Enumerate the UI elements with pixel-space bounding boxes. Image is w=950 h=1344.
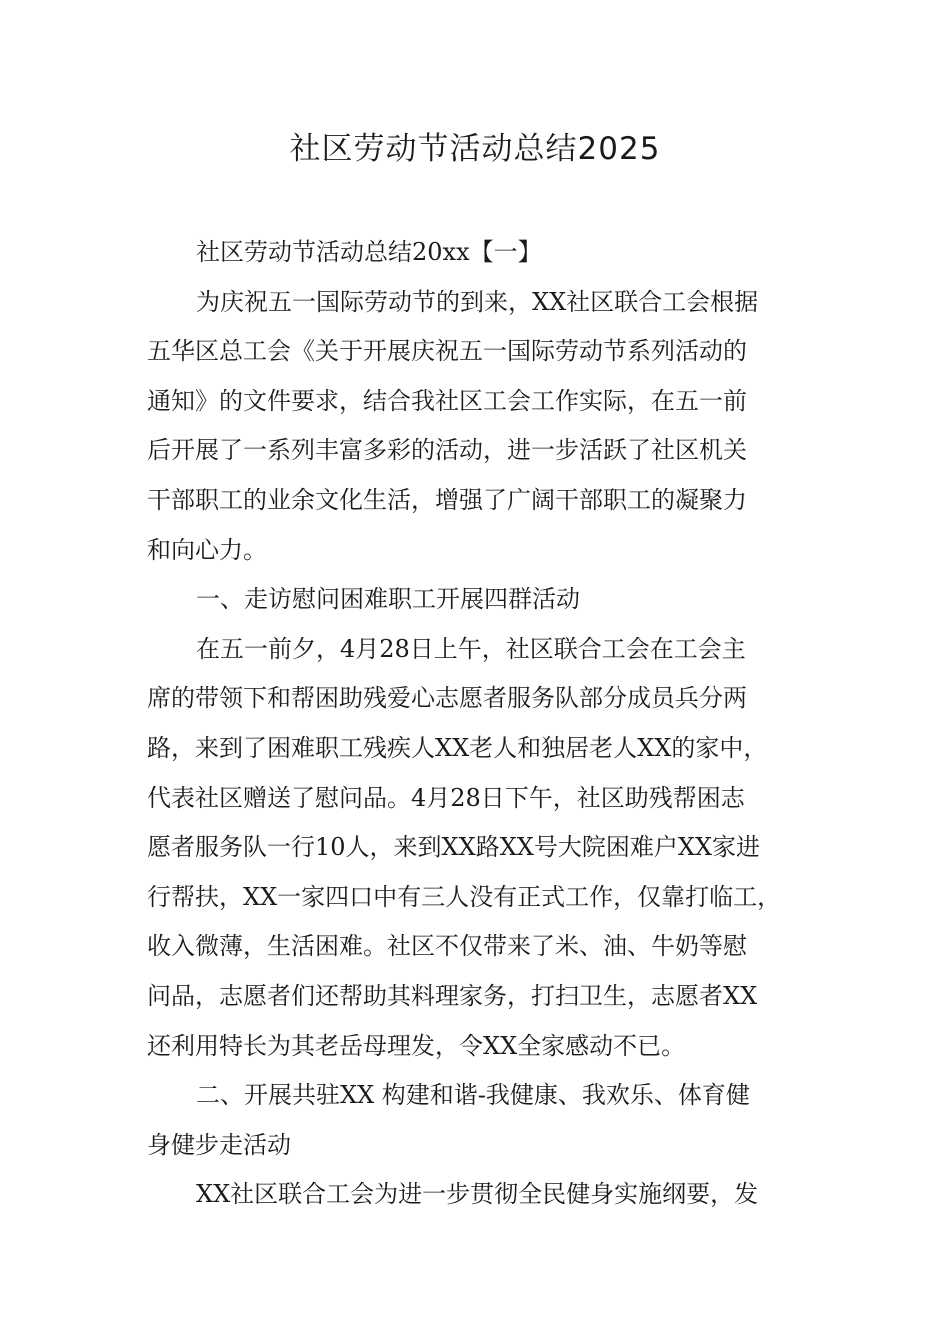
- text-line: 路，来到了困难职工残疾人XX老人和独居老人XX的家中，: [147, 733, 768, 762]
- text-line: 还利用特长为其老岳母理发，令XX全家感动不已。: [147, 1031, 686, 1060]
- text-line: 代表社区赠送了慰问品。4月28日下午，社区助残帮困志: [147, 783, 745, 812]
- document-title: 社区劳动节活动总结2025: [289, 131, 661, 167]
- text-line: 席的带领下和帮困助残爱心志愿者服务队部分成员兵分两: [147, 684, 747, 713]
- text-line: 行帮扶，XX一家四口中有三人没有正式工作，仅靠打临工，: [147, 882, 782, 911]
- text-line: 后开展了一系列丰富多彩的活动，进一步活跃了社区机关: [147, 436, 747, 465]
- text-line: 通知》的文件要求，结合我社区工会工作实际，在五一前: [147, 386, 747, 415]
- text-line: 愿者服务队一行10人，来到XX路XX号大院困难户XX家进: [147, 833, 761, 862]
- text-line: 干部职工的业余文化生活，增强了广阔干部职工的凝聚力: [147, 485, 747, 514]
- text-line: 社区劳动节活动总结20xx【一】: [196, 238, 542, 266]
- text-line: 身健步走活动: [147, 1130, 291, 1159]
- text-line: 五华区总工会《关于开展庆祝五一国际劳动节系列活动的: [147, 337, 747, 366]
- text-line: 为庆祝五一国际劳动节的到来，XX社区联合工会根据: [196, 287, 759, 316]
- text-line: 二、开展共驻XX 构建和谐-我健康、我欢乐、体育健: [196, 1081, 750, 1110]
- text-line: 在五一前夕，4月28日上午，社区联合工会在工会主: [196, 634, 746, 663]
- document-body: [147, 228, 837, 1220]
- text-line: 和向心力。: [147, 535, 267, 564]
- text-line: 问品，志愿者们还帮助其料理家务，打扫卫生，志愿者XX: [147, 981, 758, 1010]
- text-line: 一、走访慰问困难职工开展四群活动: [196, 585, 580, 614]
- text-line: 收入微薄，生活困难。社区不仅带来了米、油、牛奶等慰: [147, 932, 747, 961]
- text-line: XX社区联合工会为进一步贯彻全民健身实施纲要，发: [196, 1180, 759, 1209]
